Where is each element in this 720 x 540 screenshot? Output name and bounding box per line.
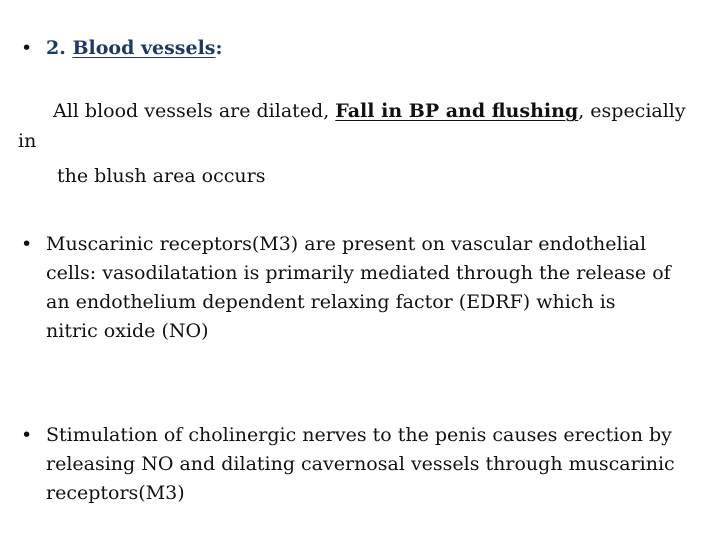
- bullet-1-line-4: nitric oxide (NO): [46, 320, 209, 342]
- intro-text-2: , especially: [578, 100, 686, 122]
- bullet-2-line-2: releasing NO and dilating cavernosal vessels through muscarinic: [46, 453, 675, 475]
- bullet-1-line-1: Muscarinic receptors(M3) are present on vascular endothelial: [46, 233, 647, 255]
- intro-wrap: in: [18, 130, 37, 152]
- bullet-2-symbol: •: [21, 424, 33, 446]
- bullet-1-line-3: an endothelium dependent relaxing factor (EDRF) which is: [46, 291, 616, 313]
- heading-number: 2.: [46, 37, 73, 59]
- bullet-1-symbol: •: [21, 233, 33, 255]
- intro-text-1: All blood vessels are dilated,: [53, 100, 336, 122]
- heading-title: Blood vessels: [72, 37, 216, 59]
- bullet-2-line-1: Stimulation of cholinergic nerves to the penis causes erection by: [46, 424, 672, 446]
- bullet-2-line-3: receptors(M3): [46, 482, 185, 504]
- heading-bullet: •: [21, 37, 33, 59]
- intro-line-2: the blush area occurs: [57, 165, 266, 187]
- section-heading: [46, 35, 223, 61]
- intro-emphasis: Fall in BP and flushing: [335, 100, 579, 122]
- heading-colon: :: [215, 37, 223, 59]
- bullet-1-line-2: cells: vasodilatation is primarily mediated through the release of: [46, 262, 671, 284]
- intro-line-1: [53, 98, 686, 124]
